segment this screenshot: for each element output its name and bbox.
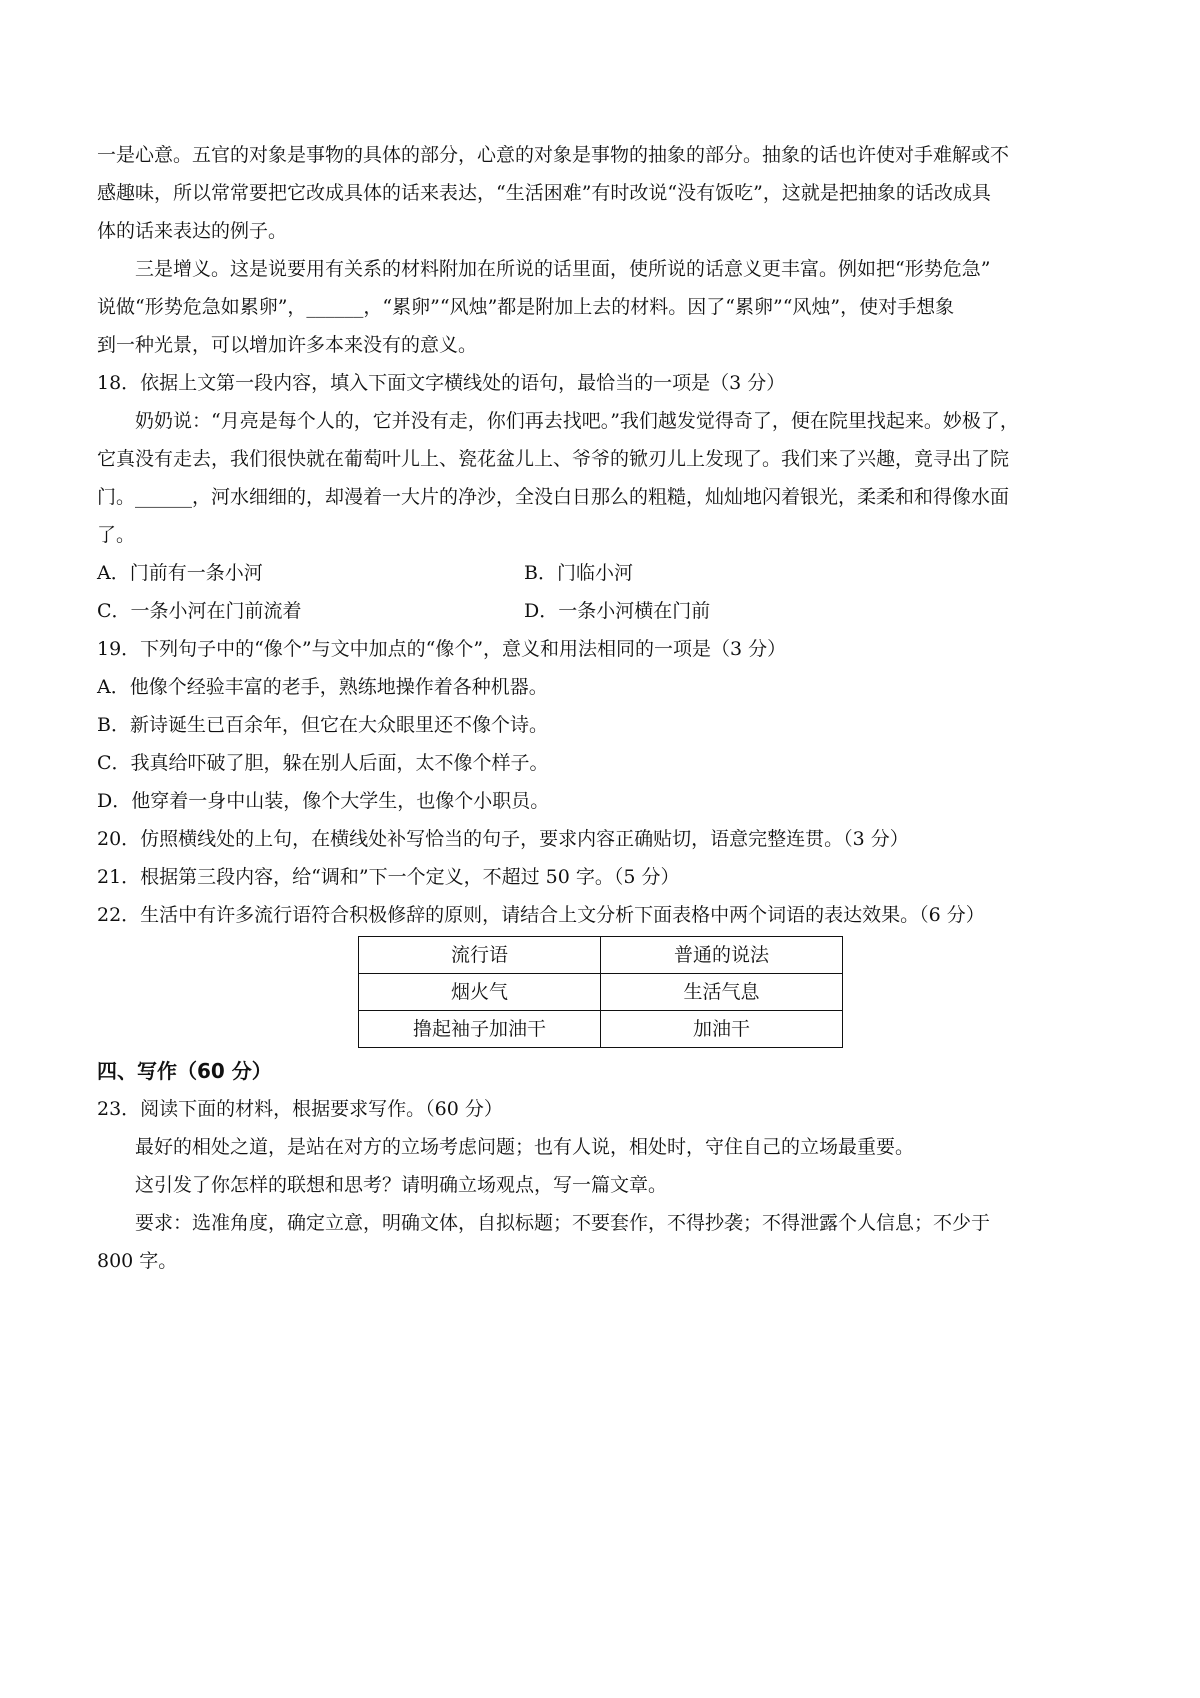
q18-text-line3: 门。______，河水细细的，却漫着一大片的净沙，全没白日那么的粗糙，灿灿地闪着银光，柔柔和和得像水面: [97, 486, 1010, 508]
q21-stem: 21．根据第三段内容，给“调和”下一个定义，不超过 50 字。（5 分）: [97, 866, 680, 888]
q23-stem: 23．阅读下面的材料，根据要求写作。（60 分）: [97, 1098, 503, 1120]
page-content: [97, 136, 1107, 1280]
q18-option-b: B．门临小河: [524, 562, 633, 584]
q18-option-d: D．一条小河横在门前: [524, 600, 711, 622]
q18-options-row1: [97, 554, 1107, 592]
q18-text-line4: 了。: [97, 524, 136, 546]
table-row: [359, 1011, 843, 1048]
q18-option-c: C．一条小河在门前流着: [97, 600, 302, 622]
passage-p2-line2: 说做“形势危急如累卵”，______，“累卵”“风烛”都是附加上去的材料。因了“累卵”“风烛”，使对手想象: [97, 296, 955, 318]
passage-p1-line2: 感趣味，所以常常要把它改成具体的话来表达，“生活困难”有时改说“没有饭吃”，这就是把抽象的话改成具: [97, 182, 991, 204]
table-row: [359, 974, 843, 1011]
q19-option-c: C．我真给吓破了胆，躲在别人后面，太不像个样子。: [97, 752, 549, 774]
q19-option-d: D．他穿着一身中山装，像个大学生，也像个小职员。: [97, 790, 550, 812]
q18-text-line2: 它真没有走去，我们很快就在葡萄叶儿上、瓷花盆儿上、爷爷的锨刃儿上发现了。我们来了兴趣，竟寻出了院: [97, 448, 1010, 470]
q23-material: 最好的相处之道，是站在对方的立场考虑问题；也有人说，相处时，守住自己的立场最重要。: [135, 1136, 915, 1158]
passage-p1-line3: 体的话来表达的例子。: [97, 220, 288, 242]
q19-stem: 19．下列句子中的“像个”与文中加点的“像个”，意义和用法相同的一项是（3 分）: [97, 638, 787, 660]
q20-stem: 20．仿照横线处的上句，在横线处补写恰当的句子，要求内容正确贴切，语意完整连贯。（3 分）: [97, 828, 909, 850]
table-header-cell: 普通的说法: [601, 937, 843, 974]
table-header-cell: 流行语: [359, 937, 601, 974]
q22-stem: 22．生活中有许多流行语符合积极修辞的原则，请结合上文分析下面表格中两个词语的表达效果。（6 分）: [97, 904, 985, 926]
table-cell: 加油干: [601, 1011, 843, 1048]
table-cell: 生活气息: [601, 974, 843, 1011]
q18-option-a: A．门前有一条小河: [97, 562, 263, 584]
q23-prompt: 这引发了你怎样的联想和思考？请明确立场观点，写一篇文章。: [135, 1174, 668, 1196]
q23-requirements-line2: 800 字。: [97, 1250, 178, 1272]
q18-stem: 18．依据上文第一段内容，填入下面文字横线处的语句，最恰当的一项是（3 分）: [97, 372, 786, 394]
passage-p2-line3: 到一种光景，可以增加许多本来没有的意义。: [97, 334, 478, 356]
expression-table: [358, 936, 843, 1048]
table-header-row: [359, 937, 843, 974]
table-cell: 烟火气: [359, 974, 601, 1011]
q19-option-a: A．他像个经验丰富的老手，熟练地操作着各种机器。: [97, 676, 548, 698]
q19-option-b: B．新诗诞生已百余年，但它在大众眼里还不像个诗。: [97, 714, 548, 736]
q18-text-line1: 奶奶说：“月亮是每个人的，它并没有走，你们再去找吧。”我们越发觉得奇了，便在院里找起来。妙极了，: [135, 410, 1019, 432]
section-heading-writing: 四、写作（60 分）: [97, 1059, 272, 1083]
table-cell: 撸起袖子加油干: [359, 1011, 601, 1048]
passage-p1-line1: 一是心意。五官的对象是事物的具体的部分，心意的对象是事物的抽象的部分。抽象的话也许使对手难解或不: [97, 144, 1010, 166]
q18-options-row2: [97, 592, 1107, 630]
passage-p2-line1: 三是增义。这是说要用有关系的材料附加在所说的话里面，使所说的话意义更丰富。例如把“形势危急”: [135, 258, 991, 280]
q23-requirements-line1: 要求：选准角度，确定立意，明确文体，自拟标题；不要套作，不得抄袭；不得泄露个人信息；不少于: [135, 1212, 991, 1234]
